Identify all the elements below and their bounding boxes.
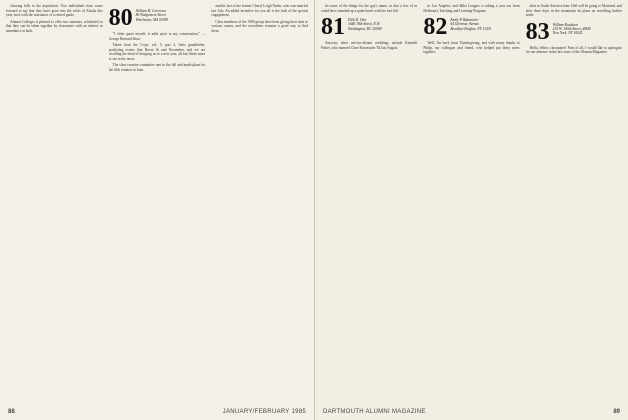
secretary-name: William H. Corcoran [135,9,166,13]
issue-label: JANUARY/FEBRUARY 1985 [222,409,306,415]
paragraph: in Los Angeles, and Mike Leugers is taking a year out from Hoffman's Teaching and Learning Program. [423,4,520,13]
class-year-number: 81 [321,14,345,40]
paragraph: The class reunion committee met in the fall and made plans for the fifth reunion in June. [108,63,206,72]
paragraph: "I often quote myself; it adds spice to my conversation." —George Bernard Shaw [108,32,206,41]
paragraph: Class members of the 1980 group have been giving their time to various causes, and the newsletter remains a good way to find them. [211,19,309,33]
paragraph: Hello, fellow classmates! First of all, I would like to apologize for our absence in the last issue of the Alumni Magazine. [525,45,622,54]
secretary-address [553,21,591,36]
secretary-address [348,16,382,31]
paragraph: after in South America later. Dell will be going to Montreal, and after three days in the mountains he plans on travelling further north. [525,4,622,17]
text-column-3 [526,4,622,404]
text-column-3 [211,4,308,404]
paragraph: Taken from the Crypt. vol. 5, part 4, Jim's grandfather, predicting events that Hover & and November, and we are recalling the deed of bringing us to a new year, all but fifties more to see in the news. [108,43,206,61]
address-line: 215 W. 100th Street, #9H4 [552,26,591,31]
class-year-number: 80 [108,5,133,31]
paragraph: Anyway, other not-too-distant weddings include Kenneth Fisher, who married Clare Rosenstein '82 last August. [321,41,418,50]
text-column-1 [6,4,103,404]
page-number: 89 [613,409,620,415]
secretary-name: Dirk D. Otto [348,18,367,22]
text-columns [6,4,308,404]
secretary-address [136,7,168,22]
class-heading-81 [321,16,417,38]
text-column-2 [109,4,206,404]
paragraph: cleaving falls to the inquisition. Two individuals have come forward to say that they have gone into the wilds of Alaska this year, each with the assistance of a retired guide. [6,4,103,17]
paragraph: and the last of the former Cheryl Leigh Nadas, who was married last July. An added incentive for you all is the look of the special engagement. [211,4,309,17]
address-line: 1640 19th Street, N.W. [348,22,381,27]
address-line: 86 Wedgemere Street [135,13,166,18]
text-columns [321,4,622,404]
issue-label: DARTMOUTH ALUMNI MAGAZINE [323,409,426,415]
class-heading-83 [525,18,622,45]
class-heading-82 [423,16,519,38]
paragraph: Alumni Colleges is pleased to offer two seminars, scheduled so that they can be taken together by classmates with an interest in attendance at both. [6,19,103,33]
secretary-name: Emily P. Bakemeier [450,18,479,22]
secretary-name: William Knudson [552,22,578,27]
address-line: New York, NY 10025 [552,31,583,36]
magazine-page-right [314,0,628,420]
page-footer [8,407,306,417]
address-line: 64 Glenrose Avenue [450,22,480,27]
class-year-number: 82 [423,14,448,40]
address-line: Washington, DC 20009 [348,26,382,31]
class-heading-80 [109,7,206,29]
address-line: Brooklyn Heights, NY 11201 [450,26,492,31]
paragraph: do some of the things for the guy's name, so that a few of us could have rounded up a quiet lunch with her last fall. [321,4,418,13]
page-footer [323,407,620,417]
secretary-address [450,16,491,31]
text-column-1 [321,4,417,404]
address-line: Winchester, MA 01890 [135,17,169,22]
class-year-number: 83 [525,18,550,45]
page-number: 88 [8,409,15,415]
paragraph: Well, I'm back from Thanksgiving, and with many thanks to Philip, my colleague and friend, who helped put these notes together. [423,41,520,54]
text-column-2 [423,4,519,404]
